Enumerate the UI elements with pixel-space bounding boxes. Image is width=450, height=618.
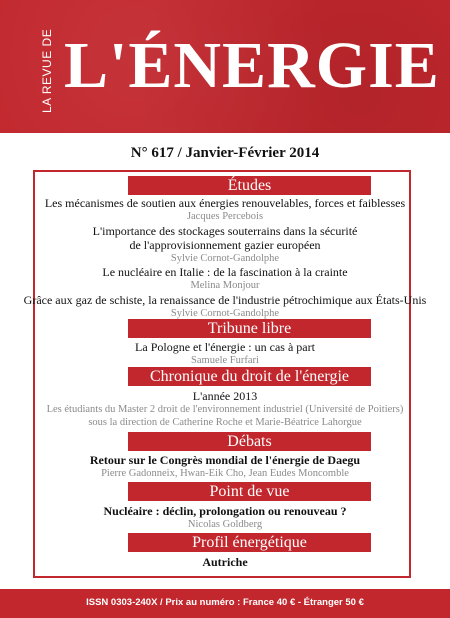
section-debats: Débats bbox=[128, 432, 371, 451]
article-author: Melina Monjour bbox=[190, 280, 260, 291]
article-author: Sylvie Cornot-Gandolphe bbox=[170, 253, 280, 264]
article-title: L'importance des stockages souterrains dans la sécurité bbox=[92, 224, 358, 238]
section-etudes: Études bbox=[128, 176, 371, 195]
cover-header bbox=[0, 0, 450, 133]
article-author: Pierre Gadonneix, Hwan-Eik Cho, Jean Eudes Moncomble bbox=[101, 468, 349, 479]
article-title: Nucléaire : déclin, prolongation ou renouveau ? bbox=[103, 504, 347, 518]
section-profil-energetique: Profil énergétique bbox=[128, 533, 371, 552]
article-title: Grâce aux gaz de schiste, la renaissance de l'industrie pétrochimique aux États-Unis bbox=[23, 293, 427, 307]
section-point-de-vue: Point de vue bbox=[128, 482, 371, 501]
article-author: Les étudiants du Master 2 droit de l'environnement industriel (Université de Poitiers) bbox=[46, 404, 404, 415]
section-tribune-libre: Tribune libre bbox=[128, 319, 371, 338]
section-chronique: Chronique du droit de l'énergie bbox=[128, 367, 371, 386]
issue-number: N° 617 / Janvier-Février 2014 bbox=[130, 145, 320, 161]
revue-de-label: LA REVUE DE bbox=[40, 28, 54, 113]
article-author: Samuele Furfari bbox=[191, 355, 259, 366]
article-title-line2: de l'approvisionnement gazier européen bbox=[129, 238, 321, 252]
article-title: Retour sur le Congrès mondial de l'énergie de Daegu bbox=[89, 453, 361, 467]
article-author-line2: sous la direction de Catherine Roche et Marie-Béatrice Lahorgue bbox=[88, 417, 362, 428]
article-title: Autriche bbox=[202, 555, 248, 569]
article-author: Jacques Percebois bbox=[186, 211, 264, 222]
article-title: L'année 2013 bbox=[192, 389, 258, 403]
article-author: Sylvie Cornot-Gandolphe bbox=[170, 308, 280, 319]
issn-price: ISSN 0303-240X / Prix au numéro : France 40 € - Étranger 50 € bbox=[86, 597, 364, 608]
article-title: Les mécanismes de soutien aux énergies renouvelables, forces et faiblesses bbox=[44, 196, 406, 210]
article-title: La Pologne et l'énergie : un cas à part bbox=[135, 340, 315, 354]
journal-title: L'ÉNERGIE bbox=[64, 29, 440, 102]
article-title: Le nucléaire en Italie : de la fascination à la crainte bbox=[102, 265, 348, 279]
article-author: Nicolas Goldberg bbox=[187, 519, 263, 530]
